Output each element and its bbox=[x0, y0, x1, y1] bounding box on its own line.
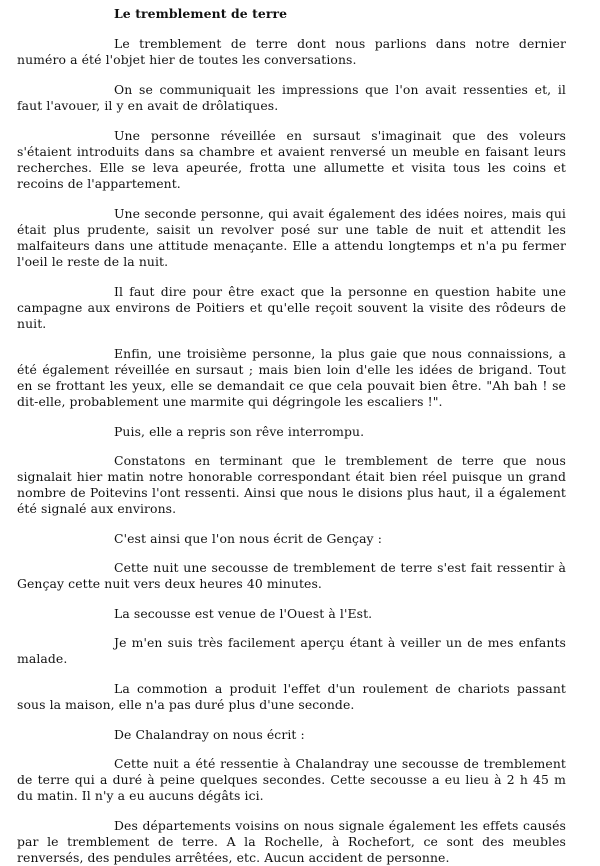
article-title: Le tremblement de terre bbox=[114, 6, 288, 21]
paragraph-1: Le tremblement de terre dont nous parlions dans notre dernier numéro a été l'objet hier de toutes les conversations. bbox=[17, 36, 566, 67]
paragraph-7: Puis, elle a repris son rêve interrompu. bbox=[114, 424, 365, 439]
paragraph-16: Des départements voisins on nous signale également les effets causés par le tremblement de terre. A la Rochelle, à Rochefort, ce sont des meubles renversés, des pendules arrêtées, etc. Aucun accident de personne. bbox=[17, 818, 566, 865]
paragraph-5: Il faut dire pour être exact que la personne en question habite une campagne aux environs de Poitiers et qu'elle reçoit souvent la visite des rôdeurs de nuit. bbox=[17, 284, 566, 331]
paragraph-4: Une seconde personne, qui avait également des idées noires, mais qui était plus prudente, saisit un revolver posé sur une table de nuit et attendit les malfaiteurs dans une attitude menaçante. Elle a attendu longtemps et n'a pu fermer l'oeil le reste de la nuit. bbox=[17, 206, 566, 269]
paragraph-9: C'est ainsi que l'on nous écrit de Gençay : bbox=[114, 531, 382, 546]
paragraph-13: La commotion a produit l'effet d'un roulement de chariots passant sous la maison, elle n'a pas duré plus d'une seconde. bbox=[17, 681, 566, 712]
paragraph-12: Je m'en suis très facilement aperçu étant à veiller un de mes enfants malade. bbox=[17, 635, 566, 666]
paragraph-14: De Chalandray on nous écrit : bbox=[114, 727, 305, 742]
paragraph-2: On se communiquait les impressions que l'on avait ressenties et, il faut l'avouer, il y en avait de drôlatiques. bbox=[17, 82, 566, 113]
paragraph-6: Enfin, une troisième personne, la plus gaie que nous connaissions, a été également réveillée en sursaut ; mais bien loin d'elle les idées de brigand. Tout en se frottant les yeux, elle se demandait ce que cela pouvait bien être. "Ah bah ! se dit-elle, probablement une marmite qui dégringole les escaliers !". bbox=[17, 346, 566, 409]
paragraph-10: Cette nuit une secousse de tremblement de terre s'est fait ressentir à Gençay cette nuit vers deux heures 40 minutes. bbox=[17, 560, 566, 591]
paragraph-11: La secousse est venue de l'Ouest à l'Est. bbox=[114, 606, 373, 621]
paragraph-3: Une personne réveillée en sursaut s'imaginait que des voleurs s'étaient introduits dans sa chambre et avaient renversé un meuble en faisant leurs recherches. Elle se leva apeurée, frotta une allumette et visita tous les coins et recoins de l'appartement. bbox=[17, 128, 566, 191]
paragraph-15: Cette nuit a été ressentie à Chalandray une secousse de tremblement de terre qui a duré à peine quelques secondes. Cette secousse a eu lieu à 2 h 45 m du matin. Il n'y a eu aucuns dégâts ici. bbox=[17, 756, 566, 803]
paragraph-8: Constatons en terminant que le tremblement de terre que nous signalait hier matin notre honorable correspondant était bien réel puisque un grand nombre de Poitevins l'ont ressenti. Ainsi que nous le disions plus haut, il a également été signalé aux environs. bbox=[17, 453, 566, 516]
